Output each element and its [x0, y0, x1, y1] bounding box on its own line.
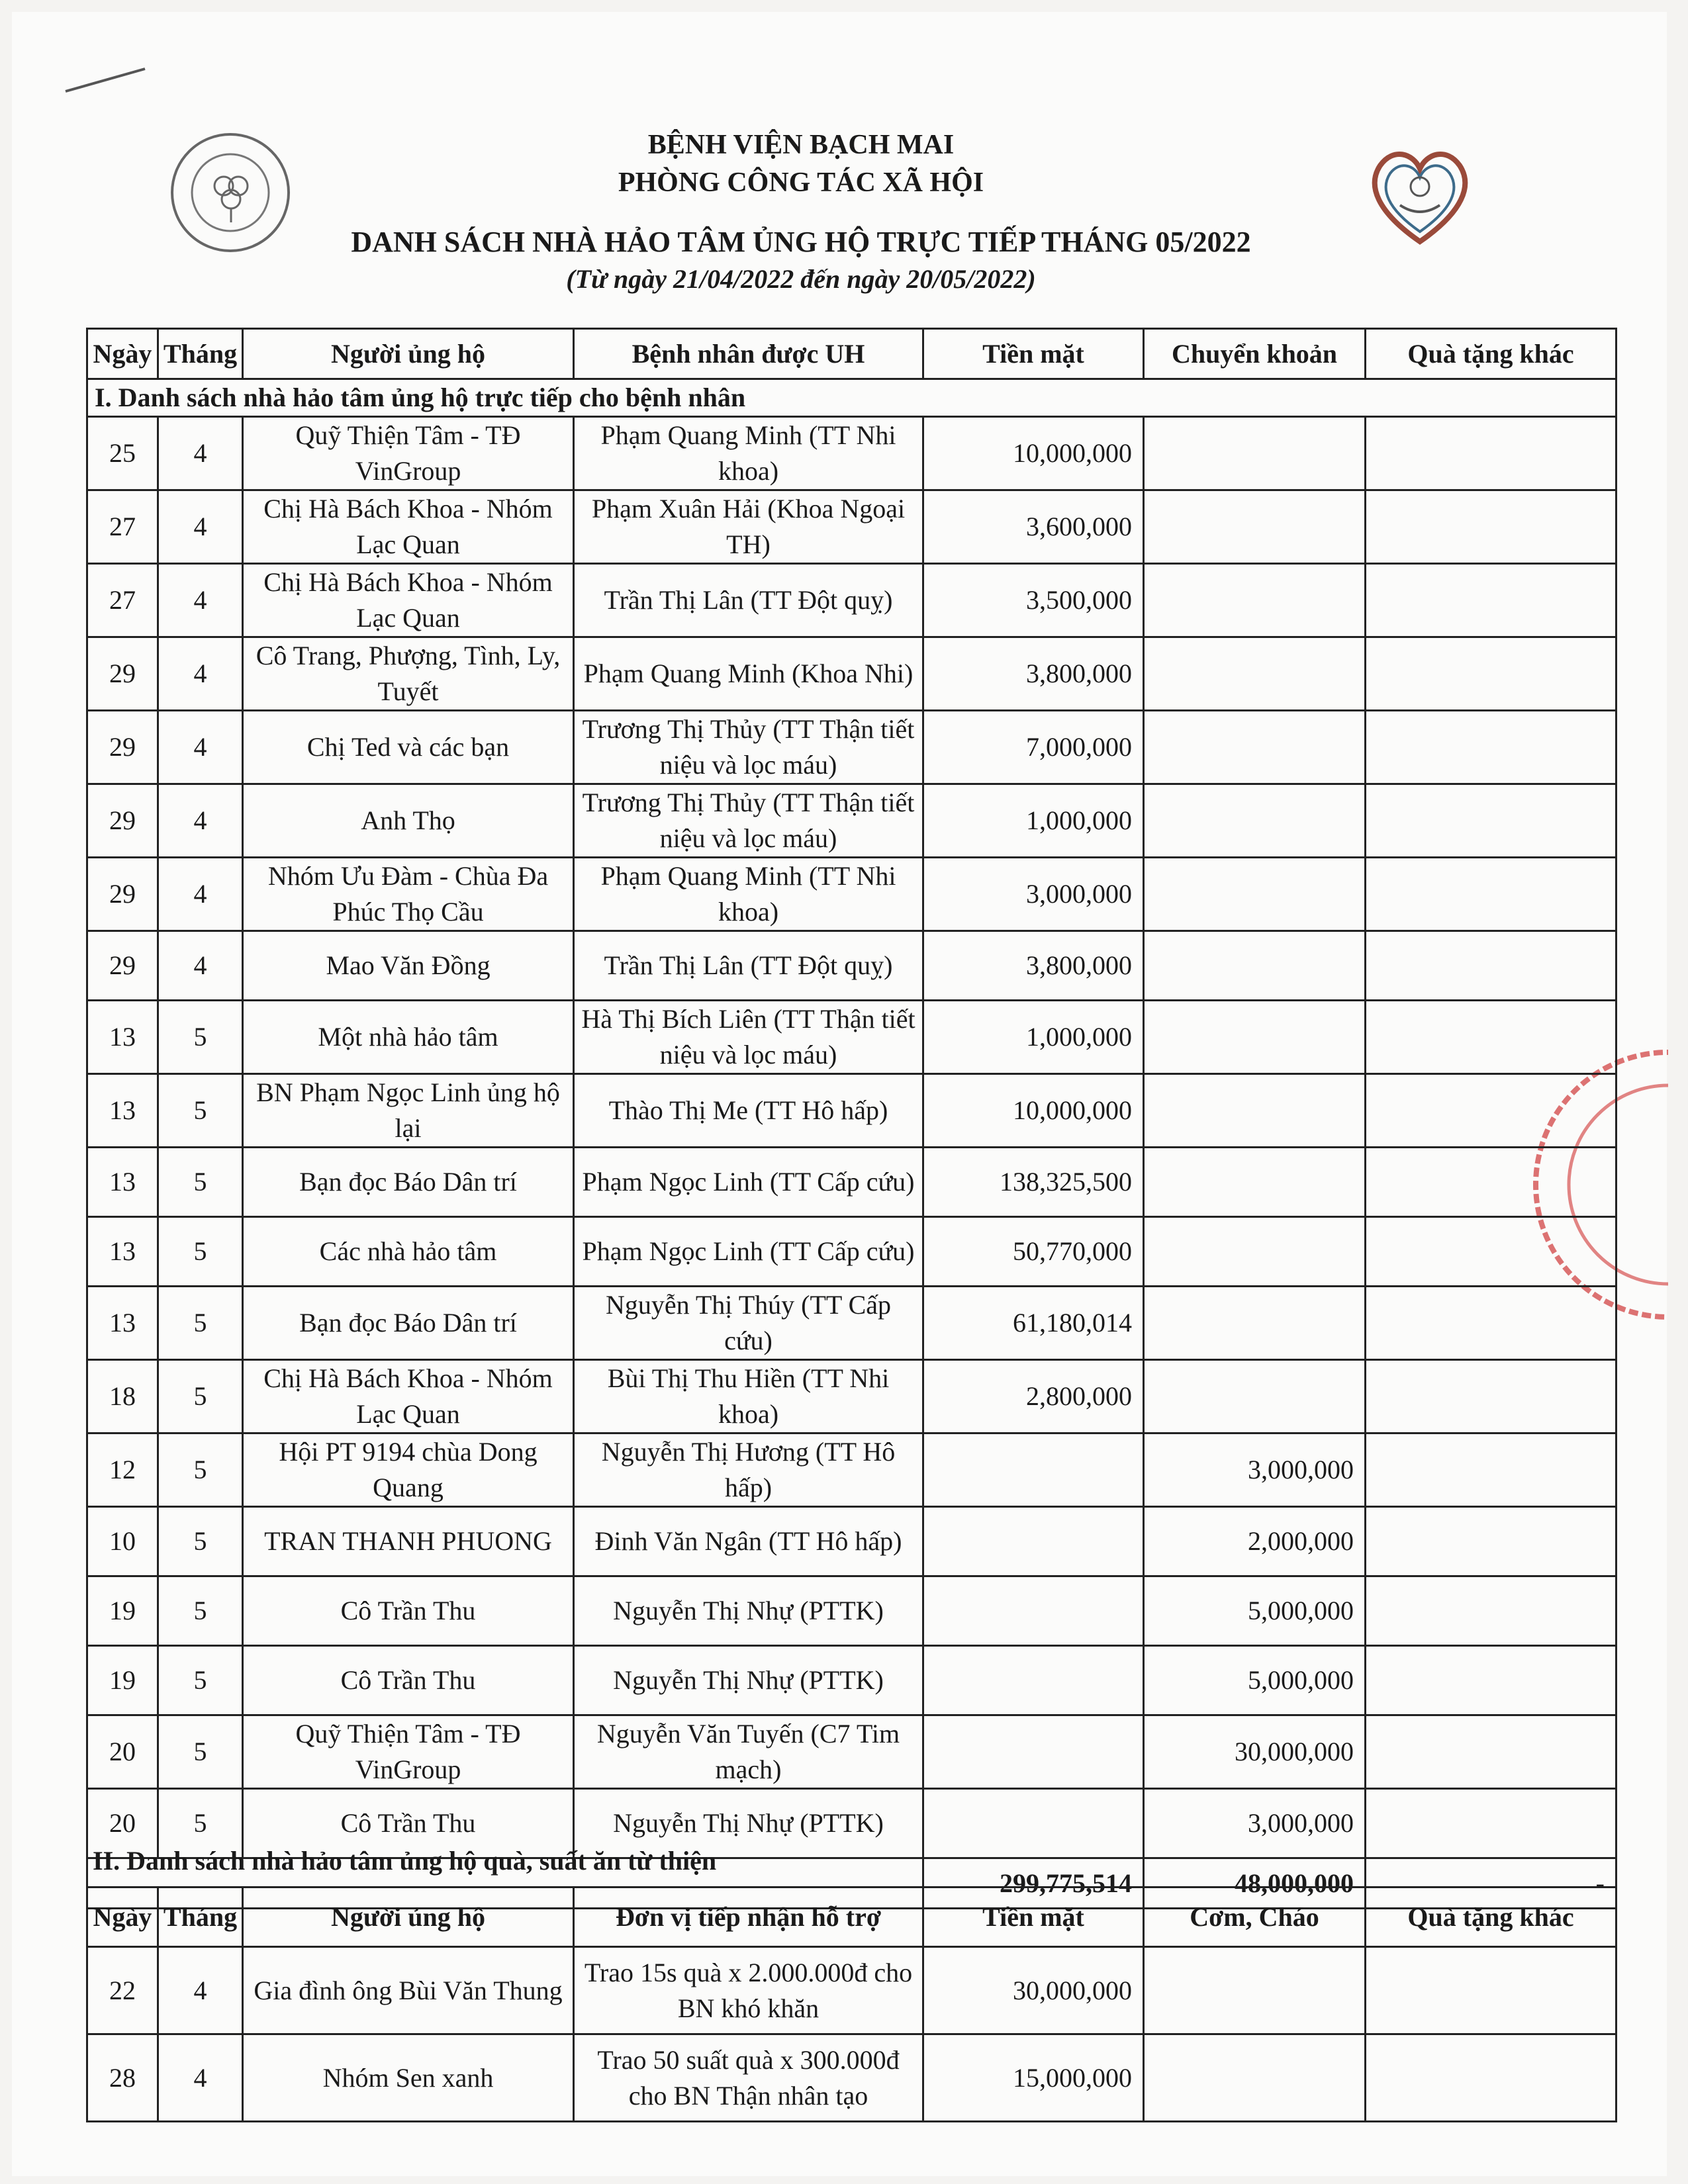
- total-gift: -: [1366, 1858, 1617, 1909]
- col-meal: Cơm, Cháo: [1144, 1888, 1366, 1947]
- cell-month: 4: [158, 417, 243, 490]
- cell-patient: Bùi Thị Thu Hiền (TT Nhi khoa): [574, 1360, 923, 1433]
- cell-gift: [1366, 417, 1617, 490]
- col-day: Ngày: [87, 1888, 158, 1947]
- cell-donor: Các nhà hảo tâm: [243, 1217, 574, 1287]
- cell-donor: Chị Hà Bách Khoa - Nhóm Lạc Quan: [243, 564, 574, 637]
- cell-patient: Thào Thị Me (TT Hô hấp): [574, 1074, 923, 1148]
- table-row: [87, 858, 1617, 931]
- cell-patient: Trương Thị Thủy (TT Thận tiết niệu và lọc máu): [574, 711, 923, 784]
- cell-month: 4: [158, 564, 243, 637]
- table-row: [87, 637, 1617, 711]
- cell-donor: Cô Trần Thu: [243, 1789, 574, 1858]
- cell-month: 5: [158, 1287, 243, 1360]
- total-transfer: 48,000,000: [1144, 1858, 1366, 1909]
- col-transfer: Chuyển khoản: [1144, 329, 1366, 379]
- cell-month: 4: [158, 711, 243, 784]
- social-work-heart-logo: [1364, 139, 1476, 251]
- cell-transfer: [1144, 1074, 1366, 1148]
- cell-month: 4: [158, 784, 243, 858]
- cell-donor: Một nhà hảo tâm: [243, 1001, 574, 1074]
- department-name: PHÒNG CÔNG TÁC XÃ HỘI: [618, 167, 984, 198]
- cell-day: 20: [87, 1715, 158, 1789]
- cell-cash: 1,000,000: [923, 784, 1144, 858]
- cell-patient: Nguyễn Thị Hương (TT Hô hấp): [574, 1433, 923, 1507]
- cell-month: 5: [158, 1789, 243, 1858]
- table-row: [87, 1148, 1617, 1217]
- cell-patient: Phạm Xuân Hải (Khoa Ngoại TH): [574, 490, 923, 564]
- cell-gift: [1366, 1646, 1617, 1715]
- cell-month: 4: [158, 1947, 243, 2034]
- cell-cash: [923, 1433, 1144, 1507]
- total-cash: 299,775,514: [923, 1858, 1144, 1909]
- cell-day: 13: [87, 1001, 158, 1074]
- cell-patient: Trần Thị Lân (TT Đột quỵ): [574, 564, 923, 637]
- cell-patient: Phạm Quang Minh (Khoa Nhi): [574, 637, 923, 711]
- table-header-row: [87, 329, 1617, 379]
- table-row: [87, 784, 1617, 858]
- cell-day: 29: [87, 931, 158, 1001]
- cell-gift: [1366, 490, 1617, 564]
- cell-transfer: 30,000,000: [1144, 1715, 1366, 1789]
- cell-unit: Trao 50 suất quà x 300.000đ cho BN Thận nhân tạo: [574, 2034, 923, 2122]
- cell-gift: [1366, 784, 1617, 858]
- donor-table-direct: [86, 328, 1617, 1909]
- cell-gift: [1366, 1217, 1617, 1287]
- cell-transfer: 3,000,000: [1144, 1433, 1366, 1507]
- cell-transfer: [1144, 711, 1366, 784]
- cell-gift: [1366, 1148, 1617, 1217]
- cell-transfer: [1144, 564, 1366, 637]
- table-row: [87, 1646, 1617, 1715]
- cell-transfer: [1144, 1217, 1366, 1287]
- section-title: I. Danh sách nhà hảo tâm ủng hộ trực tiếp cho bệnh nhân: [87, 379, 1617, 417]
- cell-cash: 3,600,000: [923, 490, 1144, 564]
- cell-day: 22: [87, 1947, 158, 2034]
- cell-patient: Nguyễn Thị Nhự (PTTK): [574, 1789, 923, 1858]
- cell-donor: Chị Ted và các bạn: [243, 711, 574, 784]
- cell-month: 5: [158, 1360, 243, 1433]
- table-row: [87, 931, 1617, 1001]
- cell-patient: Hà Thị Bích Liên (TT Thận tiết niệu và lọc máu): [574, 1001, 923, 1074]
- cell-transfer: [1144, 931, 1366, 1001]
- cell-cash: 1,000,000: [923, 1001, 1144, 1074]
- col-patient: Bệnh nhân được UH: [574, 329, 923, 379]
- cell-day: 27: [87, 564, 158, 637]
- col-cash: Tiền mặt: [923, 329, 1144, 379]
- cell-month: 5: [158, 1217, 243, 1287]
- cell-day: 19: [87, 1576, 158, 1646]
- cell-transfer: [1144, 1287, 1366, 1360]
- cell-gift: [1366, 1507, 1617, 1576]
- cell-donor: Mao Văn Đồng: [243, 931, 574, 1001]
- table-row: [87, 2034, 1617, 2122]
- cell-cash: 3,800,000: [923, 931, 1144, 1001]
- cell-month: 5: [158, 1148, 243, 1217]
- cell-month: 5: [158, 1715, 243, 1789]
- cell-donor: Gia đình ông Bùi Văn Thung: [243, 1947, 574, 2034]
- cell-gift: [1366, 711, 1617, 784]
- cell-transfer: [1144, 1001, 1366, 1074]
- hospital-logo: [158, 130, 303, 255]
- section-row: [87, 379, 1617, 417]
- cell-day: 13: [87, 1074, 158, 1148]
- col-gift: Quà tặng khác: [1366, 329, 1617, 379]
- cell-cash: 3,800,000: [923, 637, 1144, 711]
- cell-gift: [1366, 1360, 1617, 1433]
- cell-transfer: [1144, 1148, 1366, 1217]
- cell-cash: [923, 1646, 1144, 1715]
- cell-donor: Quỹ Thiện Tâm - TĐ VinGroup: [243, 417, 574, 490]
- cell-gift: [1366, 858, 1617, 931]
- cell-month: 5: [158, 1433, 243, 1507]
- cell-patient: Phạm Ngọc Linh (TT Cấp cứu): [574, 1148, 923, 1217]
- cell-day: 12: [87, 1433, 158, 1507]
- cell-donor: BN Phạm Ngọc Linh ủng hộ lại: [243, 1074, 574, 1148]
- cell-day: 19: [87, 1646, 158, 1715]
- col-donor: Người ủng hộ: [243, 1888, 574, 1947]
- cell-transfer: [1144, 637, 1366, 711]
- cell-donor: TRAN THANH PHUONG: [243, 1507, 574, 1576]
- cell-month: 4: [158, 490, 243, 564]
- cell-patient: Nguyễn Thị Nhự (PTTK): [574, 1576, 923, 1646]
- cell-cash: 61,180,014: [923, 1287, 1144, 1360]
- cell-transfer: 2,000,000: [1144, 1507, 1366, 1576]
- cell-patient: Phạm Ngọc Linh (TT Cấp cứu): [574, 1217, 923, 1287]
- table-row: [87, 1433, 1617, 1507]
- cell-transfer: 3,000,000: [1144, 1789, 1366, 1858]
- cell-patient: Phạm Quang Minh (TT Nhi khoa): [574, 858, 923, 931]
- cell-gift: [1366, 637, 1617, 711]
- cell-cash: 2,800,000: [923, 1360, 1144, 1433]
- cell-gift: [1366, 1001, 1617, 1074]
- cell-gift: [1366, 2034, 1617, 2122]
- cell-month: 5: [158, 1507, 243, 1576]
- cell-unit: Trao 15s quà x 2.000.000đ cho BN khó khăn: [574, 1947, 923, 2034]
- document-title: DANH SÁCH NHÀ HẢO TÂM ỦNG HỘ TRỰC TIẾP THÁNG 05/2022: [351, 226, 1251, 258]
- cell-patient: Trần Thị Lân (TT Đột quỵ): [574, 931, 923, 1001]
- cell-donor: Cô Trang, Phượng, Tình, Ly, Tuyết: [243, 637, 574, 711]
- cell-month: 4: [158, 2034, 243, 2122]
- cell-gift: [1366, 1287, 1617, 1360]
- cell-day: 20: [87, 1789, 158, 1858]
- cell-cash: 10,000,000: [923, 1074, 1144, 1148]
- cell-gift: [1366, 1947, 1617, 2034]
- cell-month: 5: [158, 1646, 243, 1715]
- cell-day: 13: [87, 1287, 158, 1360]
- cell-cash: [923, 1507, 1144, 1576]
- cell-cash: 7,000,000: [923, 711, 1144, 784]
- cell-day: 25: [87, 417, 158, 490]
- table-row: [87, 1217, 1617, 1287]
- cell-day: 29: [87, 858, 158, 931]
- cell-day: 13: [87, 1148, 158, 1217]
- cell-cash: [923, 1576, 1144, 1646]
- cell-transfer: 5,000,000: [1144, 1576, 1366, 1646]
- cell-transfer: [1144, 490, 1366, 564]
- cell-donor: Quỹ Thiện Tâm - TĐ VinGroup: [243, 1715, 574, 1789]
- table-row: [87, 564, 1617, 637]
- cell-meal: [1144, 1947, 1366, 2034]
- cell-transfer: [1144, 1360, 1366, 1433]
- cell-day: 28: [87, 2034, 158, 2122]
- cell-transfer: [1144, 417, 1366, 490]
- cell-patient: Nguyễn Văn Tuyến (C7 Tim mạch): [574, 1715, 923, 1789]
- cell-donor: Nhóm Sen xanh: [243, 2034, 574, 2122]
- cell-transfer: 5,000,000: [1144, 1646, 1366, 1715]
- cell-transfer: [1144, 858, 1366, 931]
- hospital-name: BỆNH VIỆN BẠCH MAI: [647, 130, 955, 160]
- cell-month: 5: [158, 1576, 243, 1646]
- cell-gift: [1366, 1433, 1617, 1507]
- donor-table-gifts: [86, 1886, 1617, 2122]
- table-row: [87, 711, 1617, 784]
- cell-day: 13: [87, 1217, 158, 1287]
- col-gift: Quà tặng khác: [1366, 1888, 1617, 1947]
- cell-transfer: [1144, 784, 1366, 858]
- section-2-title: II. Danh sách nhà hảo tâm ủng hộ quà, suất ăn từ thiện: [93, 1846, 717, 1876]
- cell-cash: 50,770,000: [923, 1217, 1144, 1287]
- cell-cash: 10,000,000: [923, 417, 1144, 490]
- table-header-row: [87, 1888, 1617, 1947]
- cell-month: 4: [158, 637, 243, 711]
- cell-donor: Cô Trần Thu: [243, 1576, 574, 1646]
- cell-cash: 30,000,000: [923, 1947, 1144, 2034]
- cell-day: 27: [87, 490, 158, 564]
- cell-donor: Cô Trần Thu: [243, 1646, 574, 1715]
- cell-gift: [1366, 931, 1617, 1001]
- cell-patient: Trương Thị Thủy (TT Thận tiết niệu và lọc máu): [574, 784, 923, 858]
- cell-cash: [923, 1789, 1144, 1858]
- cell-gift: [1366, 1074, 1617, 1148]
- table-row: [87, 1507, 1617, 1576]
- cell-day: 29: [87, 784, 158, 858]
- table-row: [87, 1947, 1617, 2034]
- cell-donor: Chị Hà Bách Khoa - Nhóm Lạc Quan: [243, 1360, 574, 1433]
- cell-cash: 3,000,000: [923, 858, 1144, 931]
- cell-donor: Bạn đọc Báo Dân trí: [243, 1148, 574, 1217]
- cell-donor: Nhóm Ưu Đàm - Chùa Đa Phúc Thọ Cầu: [243, 858, 574, 931]
- cell-month: 5: [158, 1001, 243, 1074]
- cell-cash: 15,000,000: [923, 2034, 1144, 2122]
- table-row: [87, 1576, 1617, 1646]
- cell-month: 5: [158, 1074, 243, 1148]
- cell-gift: [1366, 1715, 1617, 1789]
- cell-donor: Chị Hà Bách Khoa - Nhóm Lạc Quan: [243, 490, 574, 564]
- cell-donor: Bạn đọc Báo Dân trí: [243, 1287, 574, 1360]
- cell-day: 29: [87, 711, 158, 784]
- document-date-range: (Từ ngày 21/04/2022 đến ngày 20/05/2022): [566, 264, 1036, 294]
- cell-cash: 138,325,500: [923, 1148, 1144, 1217]
- cell-gift: [1366, 1789, 1617, 1858]
- table-row: [87, 1715, 1617, 1789]
- col-cash: Tiền mặt: [923, 1888, 1144, 1947]
- table-row: [87, 490, 1617, 564]
- cell-patient: Nguyễn Thị Nhự (PTTK): [574, 1646, 923, 1715]
- cell-gift: [1366, 564, 1617, 637]
- cell-month: 4: [158, 858, 243, 931]
- cell-month: 4: [158, 931, 243, 1001]
- cell-patient: Phạm Quang Minh (TT Nhi khoa): [574, 417, 923, 490]
- cell-cash: 3,500,000: [923, 564, 1144, 637]
- cell-patient: Đinh Văn Ngân (TT Hô hấp): [574, 1507, 923, 1576]
- cell-donor: Hội PT 9194 chùa Dong Quang: [243, 1433, 574, 1507]
- cell-cash: [923, 1715, 1144, 1789]
- table-row: [87, 1074, 1617, 1148]
- table-row: [87, 417, 1617, 490]
- table-row: [87, 1287, 1617, 1360]
- table-row: [87, 1001, 1617, 1074]
- table-row: [87, 1360, 1617, 1433]
- cell-meal: [1144, 2034, 1366, 2122]
- col-month: Tháng: [158, 329, 243, 379]
- col-day: Ngày: [87, 329, 158, 379]
- cell-patient: Nguyễn Thị Thúy (TT Cấp cứu): [574, 1287, 923, 1360]
- cell-donor: Anh Thọ: [243, 784, 574, 858]
- pen-mark: [62, 64, 148, 97]
- cell-day: 29: [87, 637, 158, 711]
- cell-day: 18: [87, 1360, 158, 1433]
- col-month: Tháng: [158, 1888, 243, 1947]
- col-unit: Đơn vị tiếp nhận hỗ trợ: [574, 1888, 923, 1947]
- cell-day: 10: [87, 1507, 158, 1576]
- cell-gift: [1366, 1576, 1617, 1646]
- col-donor: Người ủng hộ: [243, 329, 574, 379]
